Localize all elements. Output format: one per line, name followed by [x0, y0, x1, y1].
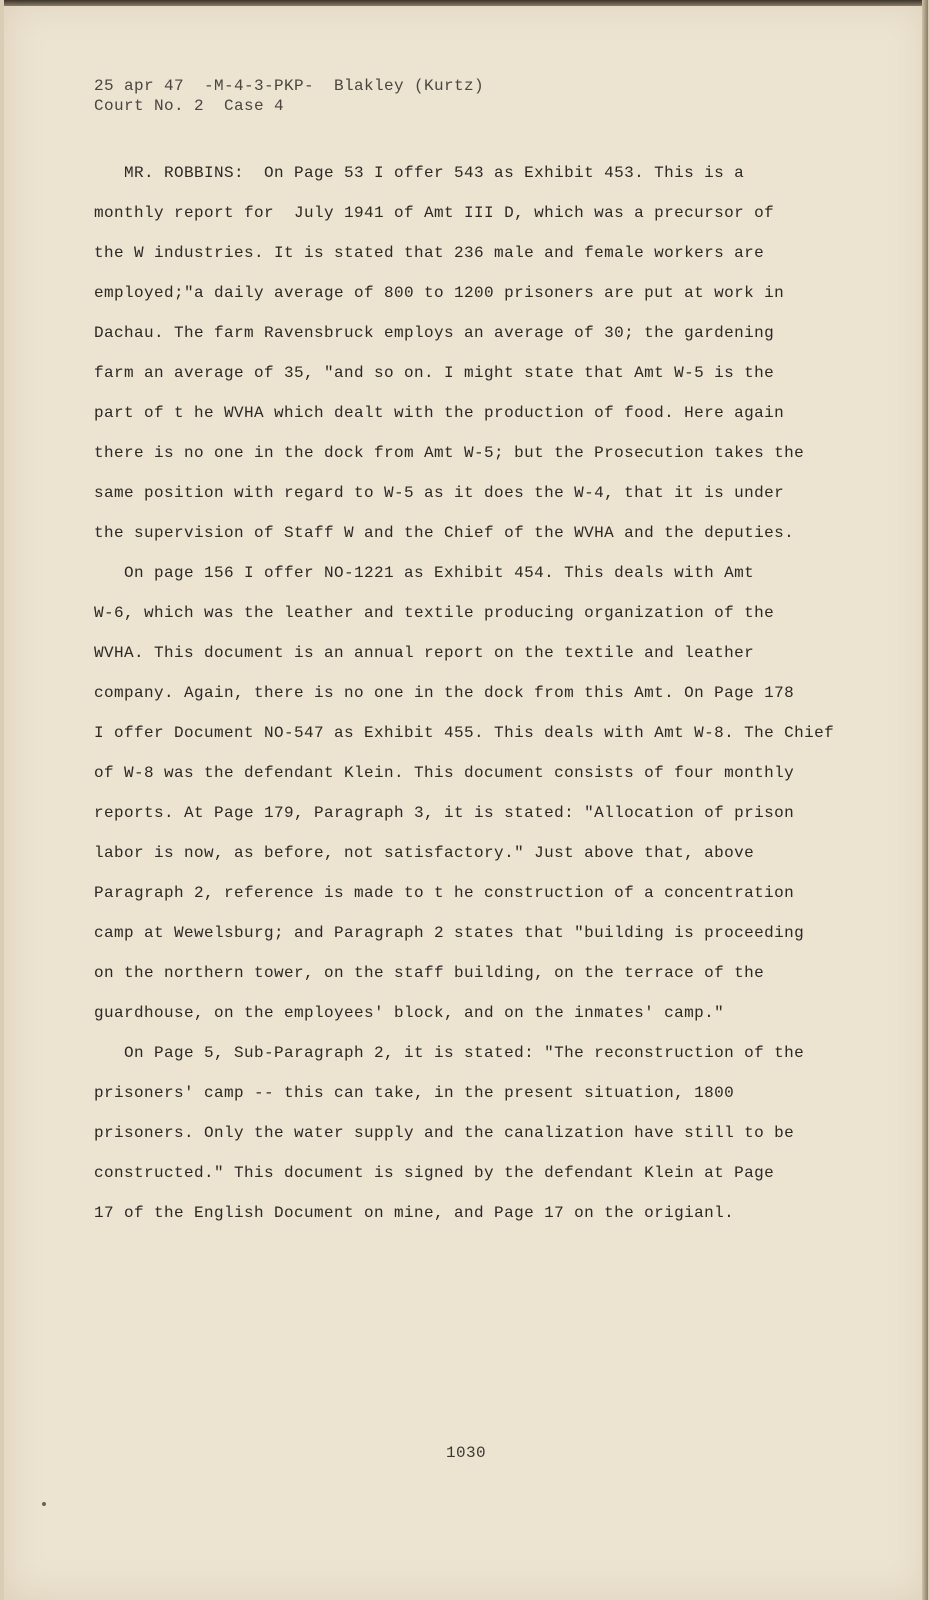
body-line: of W-8 was the defendant Klein. This document consists of four monthly [94, 764, 795, 782]
document-header [94, 76, 484, 116]
body-line: on the northern tower, on the staff building, on the terrace of the [94, 964, 765, 982]
body-line: same position with regard to W-5 as it does the W-4, that it is under [94, 484, 785, 502]
body-line: part of t he WVHA which dealt with the production of food. Here again [94, 404, 785, 422]
body-line: I offer Document NO-547 as Exhibit 455. This deals with Amt W-8. The Chief [94, 724, 835, 742]
body-line: the W industries. It is stated that 236 male and female workers are [94, 244, 765, 262]
body-line: monthly report for July 1941 of Amt III D, which was a precursor of [94, 204, 775, 222]
body-line: prisoners' camp -- this can take, in the present situation, 1800 [94, 1084, 735, 1102]
page-right-edge [922, 0, 928, 1600]
body-line: the supervision of Staff W and the Chief of the WVHA and the deputies. [94, 524, 795, 542]
body-line: reports. At Page 179, Paragraph 3, it is stated: "Allocation of prison [94, 804, 795, 822]
body-line: labor is now, as before, not satisfactory." Just above that, above [94, 844, 755, 862]
paper-speck [42, 1502, 46, 1506]
body-line: Paragraph 2, reference is made to t he construction of a concentration [94, 884, 795, 902]
body-line: camp at Wewelsburg; and Paragraph 2 states that "building is proceeding [94, 924, 805, 942]
body-line: farm an average of 35, "and so on. I might state that Amt W-5 is the [94, 364, 775, 382]
body-line: MR. ROBBINS: On Page 53 I offer 543 as Exhibit 453. This is a [94, 164, 745, 182]
body-line: company. Again, there is no one in the dock from this Amt. On Page 178 [94, 684, 795, 702]
body-line: there is no one in the dock from Amt W-5; but the Prosecution takes the [94, 444, 805, 462]
body-line: On page 156 I offer NO-1221 as Exhibit 454. This deals with Amt [94, 564, 755, 582]
body-line: employed;"a daily average of 800 to 1200 prisoners are put at work in [94, 284, 785, 302]
page-top-edge [4, 0, 928, 6]
body-line: guardhouse, on the employees' block, and on the inmates' camp." [94, 1004, 725, 1022]
body-line: Dachau. The farm Ravensbruck employs an average of 30; the gardening [94, 324, 775, 342]
body-line: On Page 5, Sub-Paragraph 2, it is stated: "The reconstruction of the [94, 1044, 805, 1062]
body-line: constructed." This document is signed by the defendant Klein at Page [94, 1164, 775, 1182]
body-line: 17 of the English Document on mine, and Page 17 on the origianl. [94, 1204, 735, 1222]
body-line: WVHA. This document is an annual report on the textile and leather [94, 644, 755, 662]
document-page [4, 0, 928, 1600]
page-number: 1030 [446, 1444, 487, 1462]
body-line: prisoners. Only the water supply and the canalization have still to be [94, 1124, 795, 1142]
body-line: W-6, which was the leather and textile producing organization of the [94, 604, 775, 622]
header-line-date-reference: 25 apr 47 -M-4-3-PKP- Blakley (Kurtz) [94, 77, 485, 95]
header-line-court-case: Court No. 2 Case 4 [94, 97, 285, 115]
